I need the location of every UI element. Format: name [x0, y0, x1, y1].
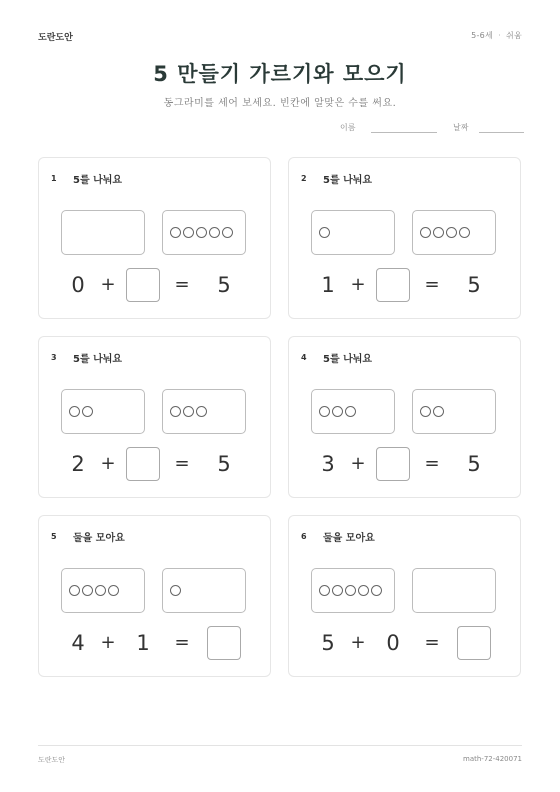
circle-icon: [170, 406, 181, 417]
right-counter-box: [162, 210, 246, 255]
date-label: 날짜: [453, 123, 469, 132]
circle-icon: [69, 585, 80, 596]
number-a: 4: [71, 631, 85, 655]
problem-card-4: [288, 336, 521, 498]
equals-sign: =: [174, 274, 190, 295]
date-field: [453, 122, 524, 133]
problem-header: [51, 171, 122, 186]
problem-label: 5를 나눠요: [323, 354, 373, 365]
plus-sign: +: [350, 274, 366, 295]
problem-header: [51, 350, 122, 365]
left-counter-box: [61, 389, 145, 434]
circle-icon: [446, 227, 457, 238]
equals-sign: =: [174, 453, 190, 474]
circle-icon: [82, 406, 93, 417]
footer-divider: [38, 745, 522, 746]
circle-icon: [222, 227, 233, 238]
number-b: 1: [136, 631, 150, 655]
problem-number: 6: [301, 532, 307, 541]
equation: [39, 268, 272, 302]
plus-sign: +: [100, 632, 116, 653]
problem-number: 4: [301, 353, 307, 362]
equation: [39, 626, 272, 660]
problem-label: 5를 나눠요: [323, 175, 373, 186]
right-counter-box: [412, 389, 496, 434]
right-counter-box: [412, 210, 496, 255]
circle-icon: [95, 585, 106, 596]
number-b: 0: [386, 631, 400, 655]
circle-icon: [170, 585, 181, 596]
problem-header: [51, 529, 125, 544]
number-result: 5: [467, 452, 481, 476]
answer-blank[interactable]: [126, 268, 160, 302]
problem-number: 3: [51, 353, 57, 362]
right-counter-box: [412, 568, 496, 613]
problem-label: 5를 나눠요: [73, 354, 123, 365]
circle-icon: [319, 227, 330, 238]
answer-blank[interactable]: [376, 268, 410, 302]
difficulty: 쉬움: [505, 31, 522, 40]
left-counter-box: [311, 210, 395, 255]
problem-card-3: [38, 336, 271, 498]
right-counter-box: [162, 568, 246, 613]
circle-icon: [420, 406, 431, 417]
equation: [289, 268, 522, 302]
problem-header: [301, 350, 372, 365]
problem-header: [301, 529, 375, 544]
circle-icon: [332, 585, 343, 596]
circle-icon: [69, 406, 80, 417]
problem-card-2: [288, 157, 521, 319]
circle-icon: [82, 585, 93, 596]
number-a: 3: [321, 452, 335, 476]
circle-icon: [420, 227, 431, 238]
problem-number: 2: [301, 174, 307, 183]
problem-card-1: [38, 157, 271, 319]
number-a: 5: [321, 631, 335, 655]
brand-logo-text: 도란도안: [38, 33, 73, 43]
equals-sign: =: [174, 632, 190, 653]
page-subtitle: 동그라미를 세어 보세요. 빈칸에 알맞은 수를 써요.: [163, 98, 397, 109]
number-a: 0: [71, 273, 85, 297]
answer-blank[interactable]: [207, 626, 241, 660]
answer-blank[interactable]: [126, 447, 160, 481]
page-title: 5 만들기 가르기와 모으기: [153, 62, 407, 86]
plus-sign: +: [350, 453, 366, 474]
problem-card-5: [38, 515, 271, 677]
left-counter-box: [311, 568, 395, 613]
left-counter-box: [311, 389, 395, 434]
date-line[interactable]: [479, 123, 524, 133]
circle-icon: [433, 406, 444, 417]
number-result: 5: [217, 452, 231, 476]
problem-label: 둘을 모아요: [323, 533, 375, 544]
number-result: 5: [467, 273, 481, 297]
circle-icon: [345, 406, 356, 417]
circle-icon: [459, 227, 470, 238]
problem-label: 5를 나눠요: [73, 175, 123, 186]
worksheet-code: math-72-420071: [463, 755, 522, 763]
circle-icon: [371, 585, 382, 596]
circle-icon: [183, 406, 194, 417]
answer-blank[interactable]: [457, 626, 491, 660]
problem-number: 5: [51, 532, 57, 541]
plus-sign: +: [100, 453, 116, 474]
left-counter-box: [61, 568, 145, 613]
name-field: [340, 122, 437, 133]
circle-icon: [319, 406, 330, 417]
plus-sign: +: [350, 632, 366, 653]
number-a: 2: [71, 452, 85, 476]
problem-number: 1: [51, 174, 57, 183]
problem-card-6: [288, 515, 521, 677]
circle-icon: [108, 585, 119, 596]
plus-sign: +: [100, 274, 116, 295]
problem-label: 둘을 모아요: [73, 533, 125, 544]
number-a: 1: [321, 273, 335, 297]
circle-icon: [196, 227, 207, 238]
age-range: 5-6세: [471, 31, 494, 40]
circle-icon: [345, 585, 356, 596]
circle-icon: [196, 406, 207, 417]
footer-brand: 도란도안: [38, 756, 66, 764]
name-label: 이름: [340, 123, 356, 132]
circle-icon: [170, 227, 181, 238]
left-counter-box: [61, 210, 145, 255]
equals-sign: =: [424, 453, 440, 474]
answer-blank[interactable]: [376, 447, 410, 481]
equals-sign: =: [424, 274, 440, 295]
equals-sign: =: [424, 632, 440, 653]
right-counter-box: [162, 389, 246, 434]
circle-icon: [433, 227, 444, 238]
equation: [289, 626, 522, 660]
name-line[interactable]: [371, 123, 437, 133]
problem-header: [301, 171, 372, 186]
circle-icon: [183, 227, 194, 238]
number-result: 5: [217, 273, 231, 297]
equation: [39, 447, 272, 481]
circle-icon: [209, 227, 220, 238]
equation: [289, 447, 522, 481]
grade-level: 5-6세 · 쉬움: [471, 31, 522, 40]
circle-icon: [358, 585, 369, 596]
circle-icon: [319, 585, 330, 596]
circle-icon: [332, 406, 343, 417]
